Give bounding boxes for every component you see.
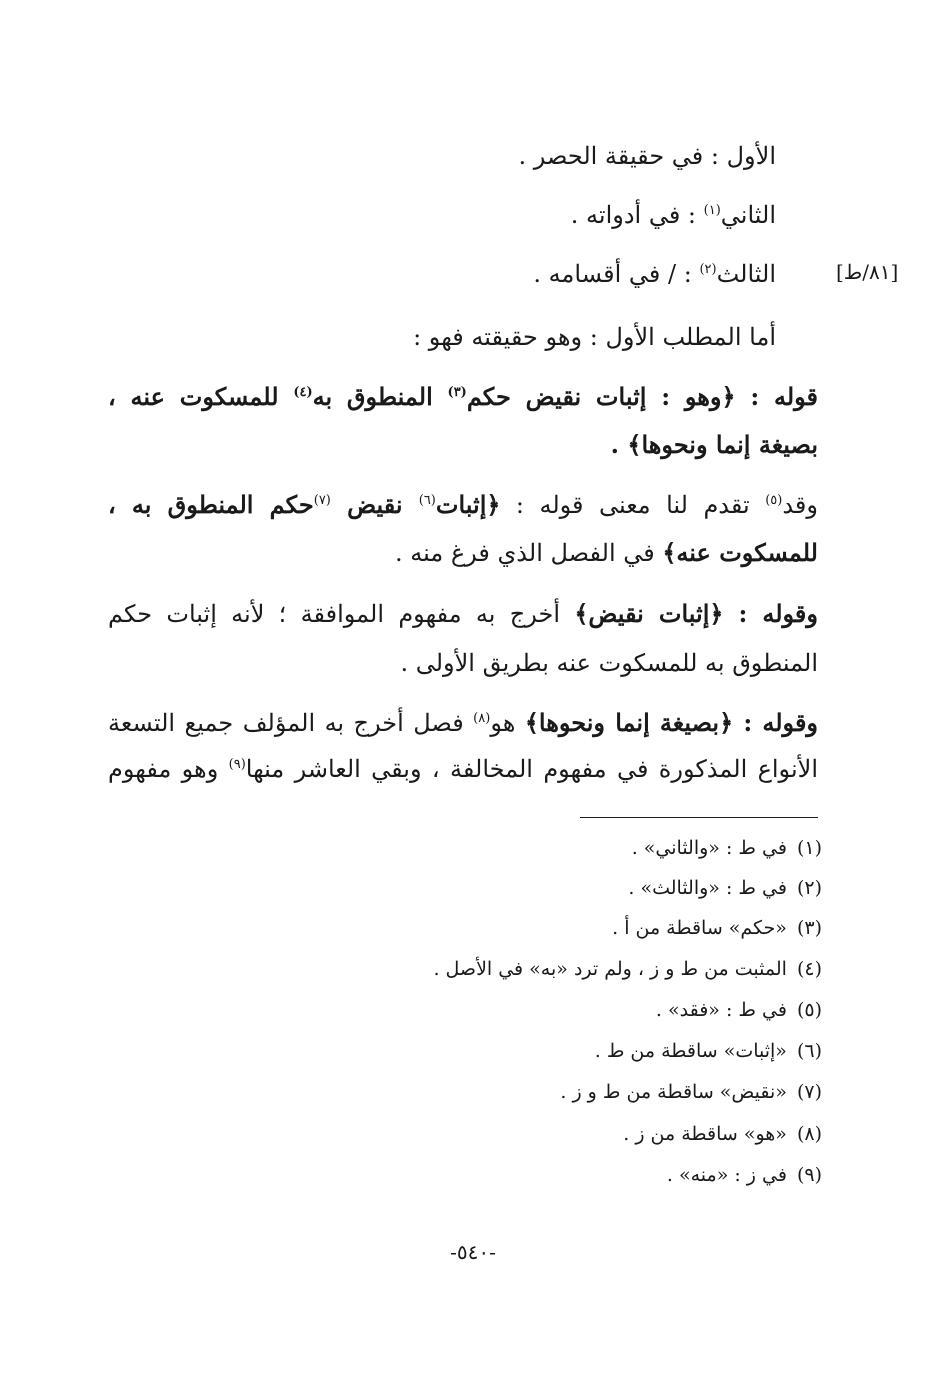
footnote-text: «حكم» ساقطة من أ . [612,917,787,939]
footnote [560,1078,822,1106]
footnote [595,1037,822,1065]
footnote-number: (٨) [796,1123,822,1145]
body-text: وقوله : [723,599,818,628]
intro-third-text: : / في أقسامه . [533,260,700,288]
body-text: المنطوق به للمسكوت عنه بطريق الأولى . [400,649,818,677]
intro-fourth-text: أما المطلب الأول : وهو حقيقته فهو : [413,323,776,351]
footnote-ref: (١) [703,203,721,218]
body-text: الأنواع المذكورة في مفهوم المخالفة ، وبقي العاشر منها [245,755,818,783]
footnote-ref: (٤) [293,385,313,400]
quote-text: حكم المنطوق به ، [108,490,314,519]
quote-text: ﴿إثبات نقيض﴾ [574,599,724,628]
footnote-text: المثبت من ط و ز ، ولم ترد «به» في الأصل . [433,958,787,980]
footnote [632,834,822,862]
footnote-ref: (٢) [699,262,717,277]
intro-third-label: الثالث [716,260,776,288]
footnote [612,914,822,942]
quote-text: نقيض [330,490,419,519]
intro-line-fourth [413,319,776,355]
paragraph-3-line-1 [108,596,818,632]
paragraph-4-line-2 [108,751,818,787]
body-text: وهو مفهوم [108,755,229,783]
footnote-ref: (٦) [418,493,436,508]
intro-line-third [533,256,776,292]
paragraph-2-line-2 [108,535,818,571]
intro-second-text: : في أدواته . [570,201,704,229]
intro-line-first [519,138,776,174]
body-text: وقوله : [733,708,819,737]
footnote-ref: (٣) [447,385,467,400]
body-text: تقدم لنا معنى قوله : [500,491,766,519]
footnote-ref: (٧) [313,493,331,508]
quote-text: للمسكوت عنه﴾ [662,538,818,567]
footnote-text: «نقيض» ساقطة من ط و ز . [560,1081,787,1103]
paragraph-4-line-1 [108,705,818,741]
quote-text: المنطوق به [312,382,448,411]
footnote-number: (٣) [796,917,822,939]
quote-text: ﴿إثبات [435,490,501,519]
footnote-ref: (٥) [765,493,783,508]
footnote [433,955,822,983]
footnote-text: «هو» ساقطة من ز . [623,1123,787,1145]
footnote-text: في ز : «منه» . [666,1164,787,1186]
footnote-number: (٢) [796,877,822,899]
footnote-number: (١) [796,837,822,859]
footnote-number: (٧) [796,1081,822,1103]
footnote [667,1161,822,1189]
body-text: هو [490,709,525,737]
footnote-ref: (٩) [228,757,246,772]
footnote-text: «إثبات» ساقطة من ط . [594,1040,787,1062]
margin-page-reference: [٨١/ط] [836,260,899,284]
footnote-number: (٩) [796,1164,822,1186]
paragraph-1-line-2 [108,427,818,463]
footnote [656,996,822,1024]
quote-text: للمسكوت عنه ، [108,382,294,411]
footnote-separator [580,817,818,818]
intro-first-text: الأول : في حقيقة الحصر . [518,142,776,170]
paragraph-1-line-1 [108,379,818,415]
footnote-text: في ط : «والثالث» . [628,877,787,899]
paragraph-3-line-2 [108,645,818,681]
footnote-text: في ط : «فقد» . [655,999,787,1021]
paragraph-2-line-1 [108,487,818,523]
footnote-text: في ط : «والثاني» . [631,837,787,859]
footnote-number: (٦) [796,1040,822,1062]
body-text: في الفصل الذي فرغ منه . [395,539,663,567]
quote-text: ﴿بصيغة إنما ونحوها﴾ [524,708,734,737]
intro-line-second [571,197,776,233]
footnote-ref: (٨) [473,711,491,726]
intro-second-label: الثاني [720,201,776,229]
footnote [628,874,822,902]
quote-text: بصيغة إنما ونحوها﴾ . [610,430,818,459]
footnote-number: (٤) [796,958,822,980]
footnote-number: (٥) [796,999,822,1021]
footnote [623,1120,822,1148]
quote-text: قوله : ﴿وهو : إثبات نقيض حكم [466,382,819,411]
body-text: وقد [782,491,818,519]
body-text: فصل أخرج به المؤلف جميع التسعة [108,709,474,737]
page-number: -٥٤٠- [450,1240,496,1264]
body-text: أخرج به مفهوم الموافقة ؛ لأنه إثبات حكم [108,600,575,628]
